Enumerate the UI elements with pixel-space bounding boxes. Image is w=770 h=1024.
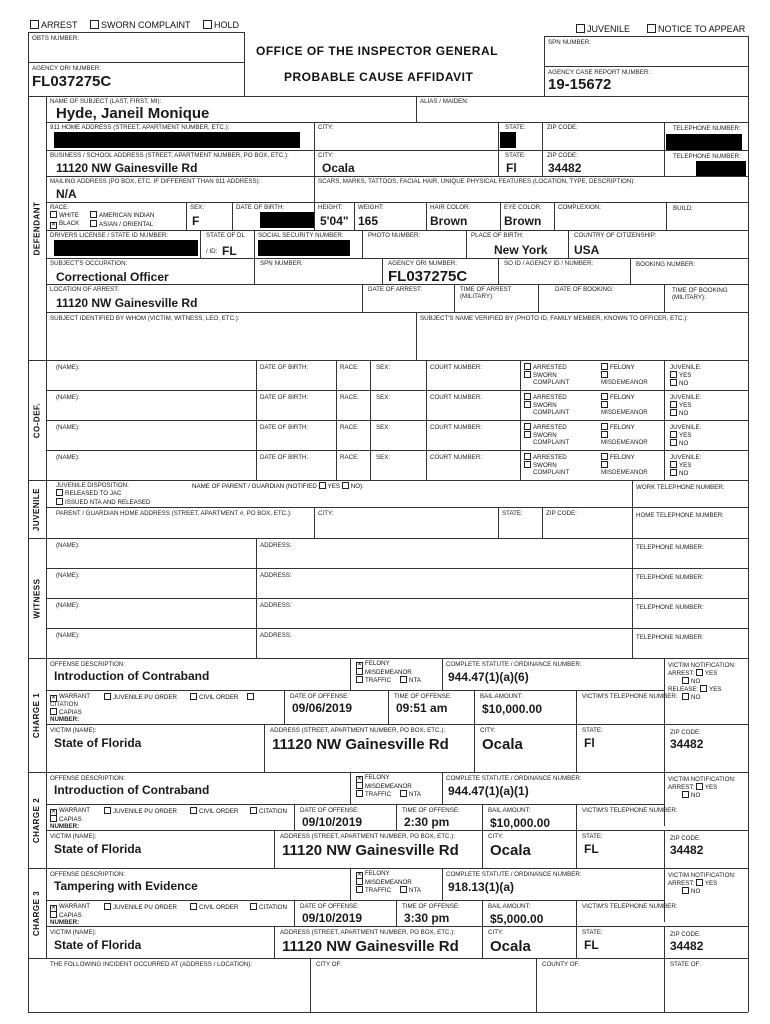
number-label: NUMBER: (50, 919, 80, 926)
codef-dob-label: DATE OF BIRTH: (260, 424, 309, 431)
form-title-office: OFFICE OF THE INSPECTOR GENERAL (256, 44, 498, 58)
victim-tel-label: VICTIM'S TELEPHONE NUMBER: (582, 903, 678, 910)
codef-juvenile-yes[interactable]: YES (670, 461, 691, 469)
business-zip-label: ZIP CODE: (547, 152, 578, 159)
alias-label: ALIAS / MAIDEN: (420, 98, 469, 105)
bail-label: BAIL AMOUNT: (488, 807, 531, 814)
codef-complaint-label: COMPLAINT (533, 439, 570, 446)
codef-court-label: COURT NUMBER: (430, 424, 483, 431)
codef-dob-label: DATE OF BIRTH: (260, 394, 309, 401)
business-address: 11120 NW Gainesville Rd (56, 161, 198, 175)
victim-city-label: CITY: (488, 929, 504, 936)
witness-name-label: (NAME): (56, 602, 80, 609)
agency-ori-value: FL037275C (32, 73, 112, 90)
misdemeanor-checkbox[interactable]: MISDEMEANOR (356, 668, 412, 676)
soid-label: SO ID / AGENCY ID / NUMBER: (504, 260, 594, 267)
charge-3-side-label: CHARGE 3 (32, 890, 42, 936)
victim-name-label: VICTIM (NAME): (50, 727, 97, 734)
charge-3-offense: Tampering with Evidence (54, 879, 198, 893)
state-dl-label: STATE OF DL (206, 232, 245, 239)
citation-checkbox[interactable]: CITATION (250, 807, 287, 815)
victim-state-label: STATE: (582, 727, 603, 734)
date-offense-label: DATE OF OFFENSE: (290, 693, 350, 700)
codef-misdemeanor-label: MISDEMEANOR (601, 409, 648, 416)
charge-1-statute: 944.47(1)(a)(6) (448, 670, 529, 684)
booking-label: BOOKING NUMBER: (636, 261, 696, 268)
released-to-jac-checkbox[interactable]: RELEASED TO JAC (56, 489, 122, 497)
time-offense-label: TIME OF OFFENSE: (402, 807, 460, 814)
juvenile-pu-checkbox[interactable]: JUVENILE PU ORDER (104, 807, 177, 815)
arrest-yes-checkbox[interactable] (696, 783, 703, 790)
felony-checkbox[interactable]: ✕ FELONY (357, 660, 390, 668)
charge-1-offense: Introduction of Contraband (54, 669, 210, 683)
weight-label: WEIGHT: (358, 204, 384, 211)
victim-zip-label: ZIP CODE: (670, 835, 701, 842)
codef-court-label: COURT NUMBER: (430, 364, 483, 371)
bail-label: BAIL AMOUNT: (488, 903, 531, 910)
witness-name-label: (NAME): (56, 572, 80, 579)
codef-sworn-checkbox[interactable]: SWORN (524, 371, 557, 379)
codef-side-label: CO-DEF. (32, 402, 42, 438)
home-address-label: 911 HOME ADDRESS (STREET, APARTMENT NUMBER, ETC.): (50, 124, 230, 131)
parent-zip-label: ZIP CODE: (546, 510, 577, 517)
codef-juvenile-no[interactable]: NO (670, 379, 688, 387)
height-value: 5'04" (320, 214, 349, 228)
obts-label: OBTS NUMBER: (32, 35, 80, 42)
victim-notification-label: VICTIM NOTIFICATION: (668, 662, 736, 669)
victim-state-label: STATE: (582, 833, 603, 840)
witness-address-label: ADDRESS: (260, 632, 292, 639)
victim-zip-label: ZIP CODE: (670, 931, 701, 938)
codef-arrested-checkbox[interactable]: ARRESTED (524, 393, 567, 401)
subject-name-label: NAME OF SUBJECT (LAST, FIRST, MI): (50, 98, 162, 105)
agency-ori-label: AGENCY ORI NUMBER: (32, 65, 101, 72)
civil-order-checkbox[interactable]: CIVIL ORDER (190, 807, 238, 815)
victim-notif-release: RELEASE: YES (668, 686, 722, 693)
hair-value: Brown (430, 214, 468, 228)
codef-race-label: RACE: (340, 454, 359, 461)
codef-juvenile-label: JUVENILE: (670, 394, 702, 401)
codef-arrested-checkbox[interactable]: ARRESTED (524, 363, 567, 371)
codef-felony-checkbox[interactable]: FELONY (601, 393, 635, 401)
charge-3-date: 09/10/2019 (302, 911, 363, 925)
offense-desc-label: OFFENSE DESCRIPTION: (50, 871, 125, 878)
arrest-date-label: DATE OF ARREST: (368, 286, 422, 293)
business-city-label: CITY: (318, 152, 334, 159)
victim-name-label: VICTIM (NAME): (50, 929, 97, 936)
sworn-complaint-checkbox[interactable]: SWORN COMPLAINT (90, 20, 191, 30)
capias-checkbox[interactable]: CAPIAS (50, 708, 82, 716)
business-zip: 34482 (548, 161, 582, 175)
codef-sworn-checkbox[interactable]: SWORN (524, 401, 557, 409)
traffic-checkbox[interactable]: TRAFFIC (356, 676, 391, 684)
weight-value: 165 (358, 214, 379, 228)
victim-tel-label: VICTIM'S TELEPHONE NUMBER: (582, 693, 678, 700)
codef-juvenile-yes[interactable]: YES (670, 401, 691, 409)
charge-3-statute: 918.13(1)(a) (448, 880, 515, 894)
mailing-address-label: MAILING ADDRESS (PO BOX, ETC. IF DIFFERENT THAN 911 ADDRESS): (50, 178, 261, 185)
time-offense-label: TIME OF OFFENSE: (402, 903, 460, 910)
traffic-checkbox[interactable]: TRAFFIC (356, 790, 391, 798)
codef-juvenile-no[interactable]: NO (670, 409, 688, 417)
codef-dob-label: DATE OF BIRTH: (260, 364, 309, 371)
codef-race-label: RACE: (340, 424, 359, 431)
codef-sex-label: SEX: (376, 394, 391, 401)
codef-juvenile-label: JUVENILE: (670, 364, 702, 371)
redacted-home-tel (666, 134, 742, 150)
release-yes-checkbox[interactable] (700, 685, 707, 692)
charge-2-victim: State of Florida (54, 842, 142, 856)
offense-desc-label: OFFENSE DESCRIPTION: (50, 775, 125, 782)
codef-misdemeanor-label: MISDEMEANOR (601, 439, 648, 446)
codef-juvenile-yes[interactable]: YES (670, 431, 691, 439)
codef-juvenile-yes[interactable]: YES (670, 371, 691, 379)
codef-sworn-checkbox[interactable]: SWORN (524, 431, 557, 439)
release-no-checkbox[interactable]: NO (682, 693, 700, 701)
charge-2-offense: Introduction of Contraband (54, 783, 210, 797)
codef-misdemeanor-label: MISDEMEANOR (601, 469, 648, 476)
race-label: RACE: (50, 204, 69, 211)
charge-2-statute: 944.47(1)(a)(1) (448, 784, 529, 798)
charge-2-date: 09/10/2019 (302, 815, 363, 829)
codef-name-label: (NAME): (56, 454, 80, 461)
statute-label: COMPLETE STATUTE / ORDINANCE NUMBER: (446, 871, 582, 878)
sex-value: F (192, 214, 200, 228)
codef-name-label: (NAME): (56, 424, 80, 431)
booking-time-label: TIME OF BOOKING (MILITARY): (672, 287, 728, 302)
witness-tel-label: TELEPHONE NUMBER: (636, 574, 704, 581)
time-offense-label: TIME OF OFFENSE: (394, 693, 452, 700)
race-american-indian-checkbox[interactable]: AMERICAN INDIAN (90, 211, 154, 219)
case-number-label: AGENCY CASE REPORT NUMBER: (548, 69, 651, 76)
witness-tel-label: TELEPHONE NUMBER: (636, 604, 704, 611)
witness-tel-label: TELEPHONE NUMBER: (636, 544, 704, 551)
hold-checkbox[interactable]: HOLD (203, 20, 239, 30)
race-black-checkbox[interactable]: ✕ BLACK (51, 220, 80, 228)
nta-checkbox[interactable]: NTA (400, 886, 421, 894)
warrant-checkbox[interactable]: ✕ WARRANT (51, 693, 91, 701)
redacted-dl (54, 240, 198, 256)
charge-2-time: 2:30 pm (404, 815, 450, 829)
charge-3-state: FL (584, 938, 599, 952)
civil-order-checkbox[interactable]: CIVIL ORDER (190, 693, 238, 701)
citizenship-label: COUNTRY OF CITIZENSHIP: (574, 232, 657, 239)
codef-juvenile-label: JUVENILE: (670, 424, 702, 431)
witness-side-label: WITNESS (32, 578, 42, 618)
codef-dob-label: DATE OF BIRTH: (260, 454, 309, 461)
charge-2-address: 11120 NW Gainesville Rd (282, 842, 459, 859)
victim-address-label: ADDRESS (STREET, APARTMENT NUMBER, PO BOX, ETC.): (270, 727, 445, 734)
spn-label: SPN NUMBER: (548, 39, 591, 46)
witness-name-label: (NAME): (56, 632, 80, 639)
codef-arrested-checkbox[interactable]: ARRESTED (524, 423, 567, 431)
sex-label: SEX: (190, 204, 205, 211)
misdemeanor-checkbox[interactable]: MISDEMEANOR (356, 782, 412, 790)
capias-checkbox[interactable]: CAPIAS (50, 815, 82, 823)
warrant-checkbox[interactable]: ✕ WARRANT (51, 807, 91, 815)
victim-address-label: ADDRESS (STREET, APARTMENT NUMBER, PO BOX, ETC.): (280, 929, 455, 936)
victim-state-label: STATE: (582, 929, 603, 936)
case-number-value: 19-15672 (548, 76, 612, 93)
business-tel-label: TELEPHONE NUMBER: (673, 153, 741, 160)
victim-tel-label: VICTIM'S TELEPHONE NUMBER: (582, 807, 678, 814)
date-offense-label: DATE OF OFFENSE: (300, 903, 360, 910)
citation-checkbox[interactable]: CITATION (250, 903, 287, 911)
pob-label: PLACE OF BIRTH: (471, 232, 524, 239)
charge-3-time: 3:30 pm (404, 911, 450, 925)
charge-1-time: 09:51 am (396, 701, 448, 715)
subject-name: Hyde, Janeil Monique (56, 105, 210, 122)
work-tel-label: WORK TELEPHONE NUMBER: (636, 484, 725, 491)
scars-label: SCARS, MARKS, TATTOOS, FACIAL HAIR, UNIQUE PHYSICAL FEATURES (LOCATION, TYPE, DESCRIPTION): (318, 178, 636, 185)
dl-label: DRIVERS LICENSE / STATE ID NUMBER: (50, 232, 169, 239)
pob-value: New York (494, 243, 548, 257)
county-of-label: COUNTY OF: (542, 961, 581, 968)
codef-juvenile-no[interactable]: NO (670, 439, 688, 447)
charge-3-address: 11120 NW Gainesville Rd (282, 938, 459, 955)
occupation-label: SUBJECT'S OCCUPATION: (50, 260, 128, 267)
codef-arrested-checkbox[interactable]: ARRESTED (524, 453, 567, 461)
offense-desc-label: OFFENSE DESCRIPTION: (50, 661, 125, 668)
codef-race-label: RACE: (340, 394, 359, 401)
citizenship-value: USA (574, 243, 600, 257)
parent-notified-no[interactable] (342, 482, 349, 489)
capias-checkbox[interactable]: CAPIAS (50, 911, 82, 919)
codef-complaint-label: COMPLAINT (533, 469, 570, 476)
mailing-address: N/A (56, 187, 77, 201)
race-asian-checkbox[interactable]: ASIAN / ORIENTAL (90, 220, 153, 228)
city-of-label: CITY OF: (316, 961, 343, 968)
home-state-label: STATE: (505, 124, 526, 131)
identified-by-label: SUBJECT IDENTIFIED BY WHOM (VICTIM, WITNESS, LEO, ETC.): (50, 315, 240, 322)
defendant-spn-label: SPN NUMBER: (260, 260, 303, 267)
citation-label: CITATION (50, 701, 78, 708)
traffic-checkbox[interactable]: TRAFFIC (356, 886, 391, 894)
state-dl-value: FL (222, 244, 237, 258)
charge-1-victim: State of Florida (54, 736, 142, 750)
charge-1-bail: $10,000.00 (482, 702, 543, 716)
parent-city-label: CITY: (318, 510, 334, 517)
date-offense-label: DATE OF OFFENSE: (300, 807, 360, 814)
codef-name-label: (NAME): (56, 364, 80, 371)
dob-label: DATE OF BIRTH: (236, 204, 285, 211)
codef-sex-label: SEX: (376, 364, 391, 371)
codef-court-label: COURT NUMBER: (430, 454, 483, 461)
victim-city-label: CITY: (488, 833, 504, 840)
charge-1-city: Ocala (482, 736, 523, 753)
codef-felony-checkbox[interactable]: FELONY (601, 423, 635, 431)
victim-address-label: ADDRESS (STREET, APARTMENT NUMBER, PO BOX, ETC.): (280, 833, 455, 840)
charge-2-zip: 34482 (670, 843, 704, 857)
witness-address-label: ADDRESS: (260, 572, 292, 579)
charge-1-date: 09/06/2019 (292, 701, 353, 715)
witness-name-label: (NAME): (56, 542, 80, 549)
home-tel-label: HOME TELEPHONE NUMBER: (636, 512, 724, 519)
victim-name-label: VICTIM (NAME): (50, 833, 97, 840)
arrest-no-checkbox[interactable]: NO (682, 791, 700, 799)
other-checkbox[interactable] (247, 693, 256, 701)
victim-notif-arrest: ARREST: YES (668, 784, 718, 791)
home-tel-label: TELEPHONE NUMBER: (673, 125, 741, 132)
warrant-checkbox[interactable]: ✕ WARRANT (51, 903, 91, 911)
parent-notified-field: NAME OF PARENT / GUARDIAN (NOTIFIED YES NO): (192, 483, 364, 490)
charge-3-city: Ocala (490, 938, 531, 955)
complexion-label: COMPLEXION: (558, 204, 601, 211)
civil-order-checkbox[interactable]: CIVIL ORDER (190, 903, 238, 911)
redacted-home-state (500, 132, 516, 148)
arrest-location-label: LOCATION OF ARREST: (50, 286, 119, 293)
arrest-time-label: TIME OF ARREST (MILITARY): (460, 286, 512, 301)
defendant-ori-value: FL037275C (388, 268, 468, 285)
occupation-value: Correctional Officer (56, 270, 169, 284)
victim-notif-arrest: ARREST: YES (668, 880, 718, 887)
victim-zip-label: ZIP CODE: (670, 729, 701, 736)
defendant-side-label: DEFENDANT (32, 201, 42, 255)
redacted-business-tel (696, 161, 746, 176)
victim-notification-label: VICTIM NOTIFICATION: (668, 872, 736, 879)
build-label: BUILD: (673, 205, 693, 212)
charge-2-bail: $10,000.00 (490, 816, 551, 830)
business-state: Fl (506, 161, 517, 175)
number-label: NUMBER: (50, 823, 80, 830)
id-label: / ID: (206, 248, 218, 255)
charge-3-bail: $5,000.00 (490, 912, 544, 926)
redacted-dob (260, 212, 314, 228)
height-label: HEIGHT: (318, 204, 343, 211)
charge-2-city: Ocala (490, 842, 531, 859)
codef-race-label: RACE: (340, 364, 359, 371)
arrest-yes-checkbox[interactable] (696, 879, 703, 886)
charge-1-state: Fl (584, 736, 595, 750)
redacted-home-address (54, 132, 300, 148)
nta-checkbox[interactable]: NTA (400, 790, 421, 798)
arrest-checkbox[interactable]: ARREST (30, 20, 78, 30)
victim-notification-label: VICTIM NOTIFICATION: (668, 776, 736, 783)
codef-complaint-label: COMPLAINT (533, 379, 570, 386)
codef-juvenile-label: JUVENILE: (670, 454, 702, 461)
charge-3-zip: 34482 (670, 939, 704, 953)
business-address-label: BUSINESS / SCHOOL ADDRESS (STREET, APARTMENT NUMBER, PO BOX, ETC.): (50, 152, 289, 159)
victim-notif-arrest: ARREST: YES (668, 670, 718, 677)
booking-date-label: DATE OF BOOKING: (555, 286, 614, 293)
state-of-label: STATE OF: (670, 961, 702, 968)
number-label: NUMBER: (50, 716, 80, 723)
charge-3-victim: State of Florida (54, 938, 142, 952)
codef-complaint-label: COMPLAINT (533, 409, 570, 416)
codef-sex-label: SEX: (376, 424, 391, 431)
codef-misdemeanor-label: MISDEMEANOR (601, 379, 648, 386)
codef-felony-checkbox[interactable]: FELONY (601, 453, 635, 461)
misdemeanor-checkbox[interactable]: MISDEMEANOR (356, 878, 412, 886)
arrest-location: 11120 NW Gainesville Rd (56, 296, 198, 310)
ssn-label: SOCIAL SECURITY NUMBER: (258, 232, 344, 239)
arrest-yes-checkbox[interactable] (696, 669, 703, 676)
juvenile-pu-checkbox[interactable]: JUVENILE PU ORDER (104, 903, 177, 911)
codef-name-label: (NAME): (56, 394, 80, 401)
verified-by-label: SUBJECT'S NAME VERIFIED BY (PHOTO ID, FAMILY MEMBER, KNOWN TO OFFICER, ETC.): (420, 315, 688, 322)
charge-1-zip: 34482 (670, 737, 704, 751)
statute-label: COMPLETE STATUTE / ORDINANCE NUMBER: (446, 775, 582, 782)
issued-nta-checkbox[interactable]: ISSUED NTA AND RELEASED (56, 498, 151, 506)
bail-label: BAIL AMOUNT: (480, 693, 523, 700)
felony-checkbox[interactable]: ✕ FELONY (357, 774, 390, 782)
home-zip-label: ZIP CODE: (547, 124, 578, 131)
defendant-ori-label: AGENCY ORI NUMBER: (388, 260, 457, 267)
witness-address-label: ADDRESS: (260, 542, 292, 549)
parent-notified-yes[interactable] (319, 482, 326, 489)
charge-1-side-label: CHARGE 1 (32, 692, 42, 738)
codef-juvenile-no[interactable]: NO (670, 469, 688, 477)
form-title-affidavit: PROBABLE CAUSE AFFIDAVIT (284, 70, 474, 84)
felony-checkbox[interactable]: ✕ FELONY (357, 870, 390, 878)
juvenile-pu-checkbox[interactable]: JUVENILE PU ORDER (104, 693, 177, 701)
hair-label: HAIR COLOR: (430, 204, 471, 211)
race-white-checkbox[interactable]: WHITE (50, 211, 79, 219)
notice-to-appear-checkbox[interactable]: NOTICE TO APPEAR (647, 24, 745, 34)
arrest-no-checkbox[interactable]: NO (682, 887, 700, 895)
redacted-ssn (258, 240, 350, 256)
codef-felony-checkbox[interactable]: FELONY (601, 363, 635, 371)
codef-sworn-checkbox[interactable]: SWORN (524, 461, 557, 469)
victim-city-label: CITY: (480, 727, 496, 734)
business-state-label: STATE: (505, 152, 526, 159)
juvenile-side-label: JUVENILE (32, 487, 42, 531)
arrest-no-checkbox[interactable]: NO (682, 677, 700, 685)
codef-court-label: COURT NUMBER: (430, 394, 483, 401)
affidavit-form (28, 22, 748, 1012)
parent-state-label: STATE: (502, 510, 523, 517)
witness-address-label: ADDRESS: (260, 602, 292, 609)
charge-1-address: 11120 NW Gainesville Rd (272, 736, 449, 753)
parent-address-label: PARENT / GUARDIAN HOME ADDRESS (STREET, APARTMENT #, PO BOX, ETC.): (56, 510, 292, 517)
codef-sex-label: SEX: (376, 454, 391, 461)
juvenile-disposition-label: JUVENILE DISPOSITION: (56, 482, 129, 489)
charge-2-state: FL (584, 842, 599, 856)
nta-checkbox[interactable]: NTA (400, 676, 421, 684)
statute-label: COMPLETE STATUTE / ORDINANCE NUMBER: (446, 661, 582, 668)
eye-value: Brown (504, 214, 542, 228)
home-city-label: CITY: (318, 124, 334, 131)
incident-location-label: THE FOLLOWING INCIDENT OCCURRED AT (ADDRESS / LOCATION): (50, 961, 253, 968)
business-city: Ocala (322, 161, 355, 175)
photo-label: PHOTO NUMBER: (368, 232, 421, 239)
witness-tel-label: TELEPHONE NUMBER: (636, 634, 704, 641)
juvenile-checkbox[interactable]: JUVENILE (576, 24, 630, 34)
eye-label: EYE COLOR: (504, 204, 542, 211)
charge-2-side-label: CHARGE 2 (32, 797, 42, 843)
